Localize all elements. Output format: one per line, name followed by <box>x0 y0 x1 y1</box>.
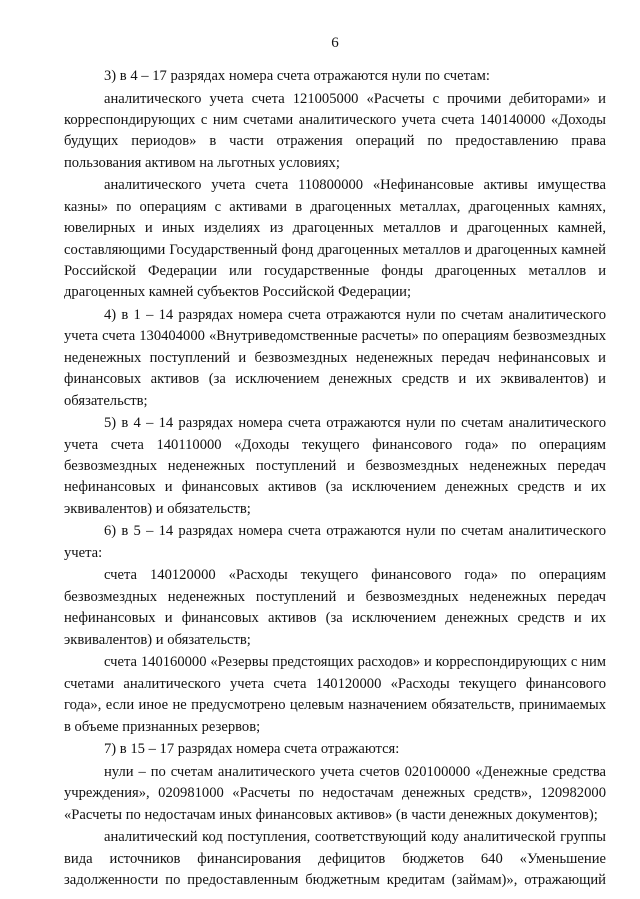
paragraph-account-121005000: аналитического учета счета 121005000 «Расчеты с прочими дебиторами» и корреспондирующих с ним счетами аналитического учета счета 140140000 «Доходы будущих периодов» в части отражения операций по предоставлению права пользования активом на льготных условиях; <box>64 90 606 171</box>
paragraph-analytic-code: аналитический код поступления, соответствующий коду аналитической группы вида источников финансирования дефицитов бюджетов 640 «Уменьшение задолженности по предоставленным бюджетным кредитам (займам)», отражающий <box>64 829 606 888</box>
page-number: 6 <box>331 35 339 51</box>
paragraph-account-110800000: аналитического учета счета 110800000 «Нефинансовые активы имущества казны» по операциям с активами в драгоценных металлах, драгоценных камнях, ювелирных и иных изделиях из драгоценных металлов и драгоценных камней, составляющими Государственный фонд драгоценных металлов и драгоценных камней Российской Федерации или государственные фонды драгоценных металлов и драгоценных камней субъектов Российской Федерации; <box>64 177 606 301</box>
paragraph-item-7: 7) в 15 – 17 разрядах номера счета отражаются: <box>104 741 400 758</box>
document-body <box>64 66 606 891</box>
paragraph-account-140120000: счета 140120000 «Расходы текущего финансового года» по операциям безвозмездных неденежных поступлений и безвозмездных неденежных передач нефинансовых и финансовых активов (за исключением денежных средств и их эквивалентов) и обязательств; <box>64 567 606 648</box>
paragraph-item-5: 5) в 4 – 14 разрядах номера счета отражаются нули по счетам аналитического учета счета 140110000 «Доходы текущего финансового года» по операциям безвозмездных неденежных поступлений и безвозмездных неденежных передач нефинансовых и финансовых активов (за исключением денежных средств и их эквивалентов) и обязательств; <box>64 415 606 517</box>
paragraph-account-140160000: счета 140160000 «Резервы предстоящих расходов» и корреспондирующих с ним счетами аналитического учета счета 140120000 «Расходы текущего финансового года», если иное не предусмотрено целевым назначением обязательств, принимаемых в объеме признанных резервов; <box>64 654 606 735</box>
paragraph-zeros: нули – по счетам аналитического учета счетов 020100000 «Денежные средства учреждения», 020981000 «Расчеты по недостачам денежных средств», 120982000 «Расчеты по недостачам иных финансовых активов» (в части денежных документов); <box>64 763 606 823</box>
paragraph-item-6: 6) в 5 – 14 разрядах номера счета отражаются нули по счетам аналитического учета: <box>64 523 606 561</box>
paragraph-item-4: 4) в 1 – 14 разрядах номера счета отражаются нули по счетам аналитического учета счета 130404000 «Внутриведомственные расчеты» по операциям безвозмездных неденежных поступлений и безвозмездных неденежных передач нефинансовых и финансовых активов (за исключением денежных средств и их эквивалентов) и обязательств; <box>64 307 606 409</box>
paragraph-item-3: 3) в 4 – 17 разрядах номера счета отражаются нули по счетам: <box>104 68 490 84</box>
